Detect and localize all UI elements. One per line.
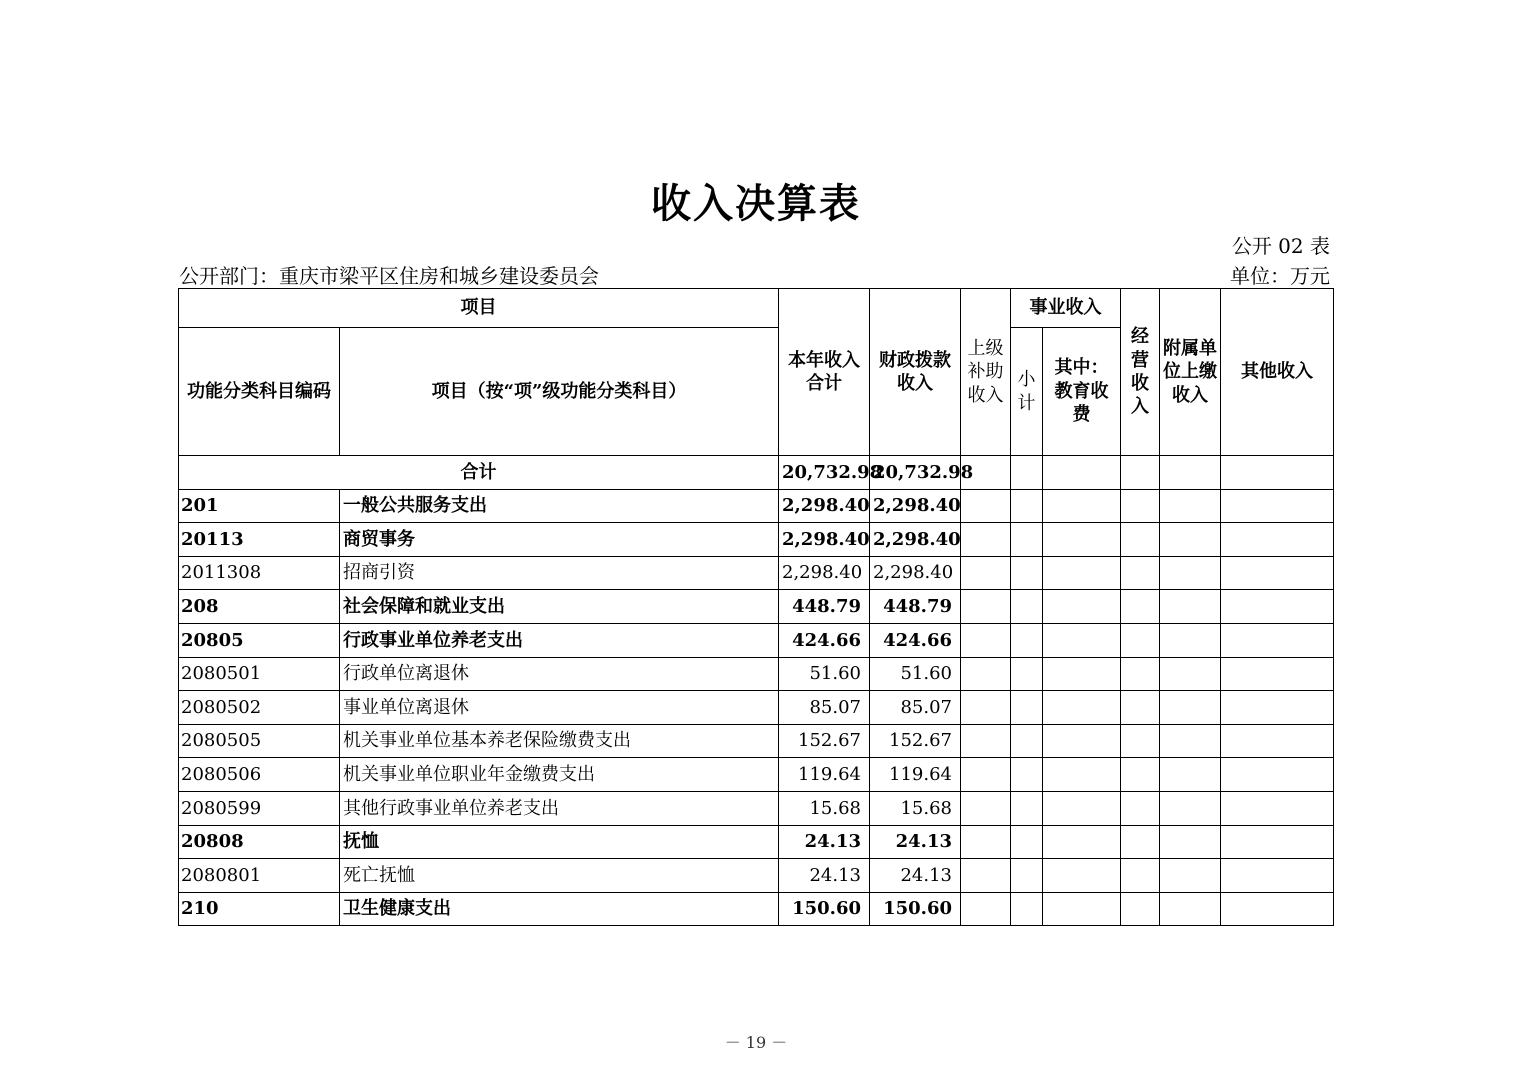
row-empty-cell xyxy=(961,489,1011,523)
table-row xyxy=(179,556,1334,590)
row-name: 行政单位离退休 xyxy=(340,657,779,691)
row-fiscal: 15.68 xyxy=(870,791,961,825)
row-empty-cell xyxy=(1221,623,1334,657)
row-empty-cell xyxy=(1043,489,1121,523)
row-empty-cell xyxy=(1121,623,1160,657)
row-code: 208 xyxy=(179,590,340,624)
row-empty-cell xyxy=(961,691,1011,725)
row-empty-cell xyxy=(961,523,1011,557)
row-empty-cell xyxy=(1043,691,1121,725)
row-empty-cell xyxy=(1043,590,1121,624)
table-row xyxy=(179,590,1334,624)
row-empty-cell xyxy=(1221,556,1334,590)
header-edu: 其中：教育收费 xyxy=(1043,328,1121,456)
row-empty-cell xyxy=(1160,691,1221,725)
row-empty-cell xyxy=(961,623,1011,657)
row-code: 2080505 xyxy=(179,724,340,758)
row-empty-cell xyxy=(1011,825,1043,859)
row-total: 2,298.40 xyxy=(779,523,870,557)
row-empty-cell xyxy=(1043,556,1121,590)
row-empty-cell xyxy=(1043,892,1121,926)
row-empty-cell xyxy=(1221,758,1334,792)
row-empty-cell xyxy=(1121,489,1160,523)
header-other: 其他收入 xyxy=(1221,289,1334,456)
row-empty-cell xyxy=(1043,791,1121,825)
row-empty-cell xyxy=(1011,758,1043,792)
row-empty-cell xyxy=(1121,758,1160,792)
header-name: 项目（按“项”级功能分类科目） xyxy=(340,328,779,456)
row-empty-cell xyxy=(1043,623,1121,657)
row-empty-cell xyxy=(1011,859,1043,893)
row-name: 事业单位离退休 xyxy=(340,691,779,725)
row-code: 2080801 xyxy=(179,859,340,893)
row-name: 招商引资 xyxy=(340,556,779,590)
row-empty-cell xyxy=(1160,657,1221,691)
row-name: 一般公共服务支出 xyxy=(340,489,779,523)
row-empty-cell xyxy=(1160,590,1221,624)
row-empty-cell xyxy=(1160,489,1221,523)
row-code: 20113 xyxy=(179,523,340,557)
row-empty-cell xyxy=(961,758,1011,792)
table-row xyxy=(179,657,1334,691)
row-empty-cell xyxy=(1121,590,1160,624)
row-empty-cell xyxy=(1160,523,1221,557)
header-affiliated: 附属单位上缴收入 xyxy=(1160,289,1221,456)
row-name: 行政事业单位养老支出 xyxy=(340,623,779,657)
row-empty-cell xyxy=(1121,657,1160,691)
row-fiscal: 448.79 xyxy=(870,590,961,624)
income-table xyxy=(178,288,1334,926)
row-empty-cell xyxy=(1121,859,1160,893)
row-empty-cell xyxy=(1121,825,1160,859)
row-empty-cell xyxy=(1121,791,1160,825)
row-empty-cell xyxy=(1121,523,1160,557)
row-empty-cell xyxy=(1121,691,1160,725)
row-empty-cell xyxy=(961,657,1011,691)
row-name: 机关事业单位基本养老保险缴费支出 xyxy=(340,724,779,758)
page-title: 收入决算表 xyxy=(651,180,861,227)
row-code: 2011308 xyxy=(179,556,340,590)
row-empty-cell xyxy=(961,892,1011,926)
row-fiscal: 85.07 xyxy=(870,691,961,725)
row-empty-cell xyxy=(1221,489,1334,523)
row-name: 卫生健康支出 xyxy=(340,892,779,926)
row-empty-cell xyxy=(1221,523,1334,557)
header-fiscal: 财政拨款收入 xyxy=(870,289,961,456)
row-empty-cell xyxy=(1160,758,1221,792)
row-empty-cell xyxy=(1043,724,1121,758)
row-fiscal: 24.13 xyxy=(870,825,961,859)
row-empty-cell xyxy=(1160,825,1221,859)
row-code: 20805 xyxy=(179,623,340,657)
row-empty-cell xyxy=(1011,791,1043,825)
row-empty-cell xyxy=(961,724,1011,758)
row-fiscal: 2,298.40 xyxy=(870,523,961,557)
row-code: 2080599 xyxy=(179,791,340,825)
row-total: 119.64 xyxy=(779,758,870,792)
row-empty-cell xyxy=(1011,489,1043,523)
header-operating: 经营收入 xyxy=(1121,289,1160,456)
row-empty-cell xyxy=(1221,859,1334,893)
total-label: 合计 xyxy=(179,456,779,490)
table-row xyxy=(179,892,1334,926)
row-fiscal: 150.60 xyxy=(870,892,961,926)
table-row xyxy=(179,489,1334,523)
table-row xyxy=(179,691,1334,725)
row-total: 85.07 xyxy=(779,691,870,725)
row-name: 其他行政事业单位养老支出 xyxy=(340,791,779,825)
table-row xyxy=(179,758,1334,792)
row-empty-cell xyxy=(1043,825,1121,859)
row-total: 24.13 xyxy=(779,859,870,893)
header-superior: 上级补助收入 xyxy=(961,289,1011,456)
total-fiscal: 20,732.98 xyxy=(870,456,961,490)
row-empty-cell xyxy=(1160,892,1221,926)
row-empty-cell xyxy=(1121,556,1160,590)
row-empty-cell xyxy=(1160,859,1221,893)
table-row xyxy=(179,623,1334,657)
row-empty-cell xyxy=(1121,724,1160,758)
row-empty-cell xyxy=(1221,590,1334,624)
row-name: 商贸事务 xyxy=(340,523,779,557)
row-empty-cell xyxy=(1221,657,1334,691)
row-empty-cell xyxy=(1221,691,1334,725)
row-empty-cell xyxy=(1043,859,1121,893)
row-fiscal: 424.66 xyxy=(870,623,961,657)
page-number: － 19 － xyxy=(724,1033,788,1052)
header-subtotal: 小计 xyxy=(1011,328,1043,456)
row-empty-cell xyxy=(1221,825,1334,859)
row-fiscal: 119.64 xyxy=(870,758,961,792)
header-code: 功能分类科目编码 xyxy=(179,328,340,456)
row-empty-cell xyxy=(1221,892,1334,926)
row-empty-cell xyxy=(1011,523,1043,557)
row-empty-cell xyxy=(961,590,1011,624)
row-empty-cell xyxy=(1011,623,1043,657)
total-row xyxy=(179,456,1334,490)
row-fiscal: 2,298.40 xyxy=(870,556,961,590)
row-empty-cell xyxy=(1011,691,1043,725)
row-empty-cell xyxy=(1011,724,1043,758)
row-empty-cell xyxy=(1011,590,1043,624)
row-empty-cell xyxy=(1160,623,1221,657)
row-total: 24.13 xyxy=(779,825,870,859)
row-fiscal: 2,298.40 xyxy=(870,489,961,523)
table-row xyxy=(179,825,1334,859)
row-empty-cell xyxy=(1121,892,1160,926)
row-total: 448.79 xyxy=(779,590,870,624)
row-total: 152.67 xyxy=(779,724,870,758)
row-name: 社会保障和就业支出 xyxy=(340,590,779,624)
row-empty-cell xyxy=(1043,657,1121,691)
row-name: 机关事业单位职业年金缴费支出 xyxy=(340,758,779,792)
total-amount: 20,732.98 xyxy=(779,456,870,490)
row-name: 抚恤 xyxy=(340,825,779,859)
row-code: 210 xyxy=(179,892,340,926)
row-fiscal: 24.13 xyxy=(870,859,961,893)
unit-label: 单位：万元 xyxy=(1230,264,1330,288)
row-empty-cell xyxy=(1221,791,1334,825)
row-code: 2080501 xyxy=(179,657,340,691)
row-total: 51.60 xyxy=(779,657,870,691)
row-empty-cell xyxy=(961,859,1011,893)
row-empty-cell xyxy=(1011,892,1043,926)
table-row xyxy=(179,791,1334,825)
header-business: 事业收入 xyxy=(1011,289,1121,328)
row-code: 20808 xyxy=(179,825,340,859)
row-empty-cell xyxy=(961,825,1011,859)
header-project: 项目 xyxy=(179,289,779,328)
row-fiscal: 152.67 xyxy=(870,724,961,758)
row-total: 150.60 xyxy=(779,892,870,926)
row-fiscal: 51.60 xyxy=(870,657,961,691)
row-total: 15.68 xyxy=(779,791,870,825)
row-code: 201 xyxy=(179,489,340,523)
row-empty-cell xyxy=(961,556,1011,590)
table-row xyxy=(179,724,1334,758)
row-name: 死亡抚恤 xyxy=(340,859,779,893)
department-label: 公开部门：重庆市梁平区住房和城乡建设委员会 xyxy=(179,264,599,288)
row-empty-cell xyxy=(1043,758,1121,792)
row-empty-cell xyxy=(1160,791,1221,825)
row-empty-cell xyxy=(1011,657,1043,691)
row-empty-cell xyxy=(961,791,1011,825)
row-empty-cell xyxy=(1043,523,1121,557)
row-empty-cell xyxy=(1160,556,1221,590)
row-empty-cell xyxy=(1160,724,1221,758)
row-empty-cell xyxy=(1221,724,1334,758)
header-total: 本年收入合计 xyxy=(779,289,870,456)
row-code: 2080502 xyxy=(179,691,340,725)
table-row xyxy=(179,523,1334,557)
row-total: 2,298.40 xyxy=(779,489,870,523)
row-code: 2080506 xyxy=(179,758,340,792)
row-total: 2,298.40 xyxy=(779,556,870,590)
table-row xyxy=(179,859,1334,893)
row-empty-cell xyxy=(1011,556,1043,590)
row-total: 424.66 xyxy=(779,623,870,657)
form-number: 公开 02 表 xyxy=(1231,234,1330,258)
